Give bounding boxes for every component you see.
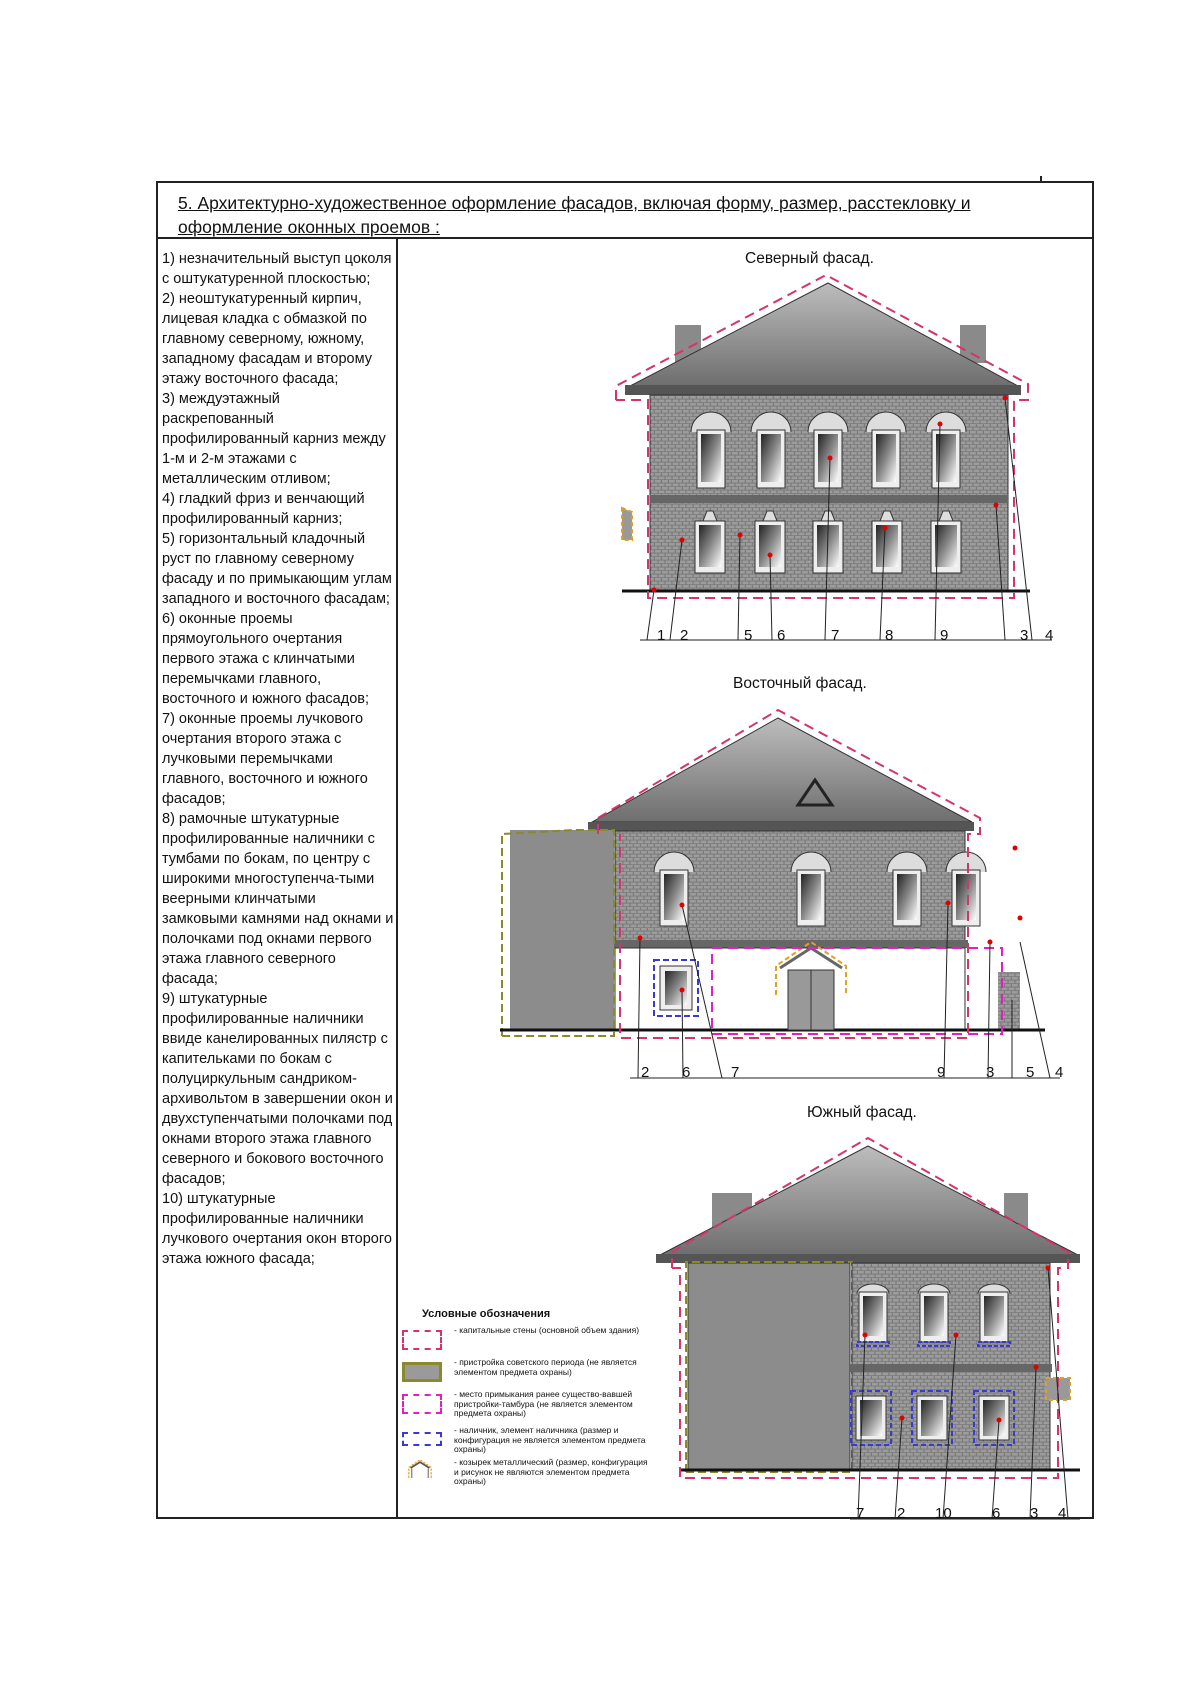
description-item: 10) штукатурные профилированные наличники лучкового очертания окон второго этажа южного фасада; [162,1191,392,1267]
north-label: 2 [680,627,689,644]
east-roof [592,718,972,822]
east-label: 6 [682,1064,691,1081]
description-item: 7) оконные проемы лучкового очертания второго этажа с лучковыми перемычками главного, восточного и южного фасадов; [162,711,368,807]
north-facade-title: Северный фасад. [745,250,874,267]
east-annex [510,830,614,1030]
former-vestibule-icon [402,1394,442,1414]
legend-item [402,1426,652,1458]
east-label: 4 [1055,1064,1064,1081]
description-item: 3) междуэтажный раскрепованный профилированный карниз между 1-м и 2-м этажами с металлическим отливом; [162,391,386,487]
legend-item-text: - наличник, элемент наличника (размер и конфигурация не является элементом предмета охраны) [454,1425,646,1454]
south-lower-windows [851,1391,1014,1445]
south-facade [656,1138,1080,1519]
north-label: 6 [777,627,786,644]
south-label: 3 [1030,1505,1039,1522]
east-label: 2 [641,1064,650,1081]
south-annex [688,1263,850,1471]
south-label: 2 [897,1505,906,1522]
description-item: 6) оконные проемы прямоугольного очертания первого этажа с клинчатыми перемычками главного, восточного и южного фасадов; [162,611,370,707]
north-label: 4 [1045,627,1054,644]
east-label: 9 [937,1064,946,1081]
south-label: 10 [935,1505,952,1522]
north-cornice [625,385,1021,395]
description-item: 2) неоштукатуренный кирпич, лицевая кладка с обмазкой по главному северному, южному, западному фасадам и второму этажу восточного фасада; [162,291,372,387]
soviet-annex-icon [402,1362,442,1382]
north-label: 7 [831,627,840,644]
north-label: 3 [1020,627,1029,644]
window-surround-icon [402,1432,442,1446]
east-label: 3 [986,1064,995,1081]
section-title: 5. Архитектурно-художественное оформление фасадов, включая форму, размер, расстекловку и оформление оконных проемов : [178,193,971,237]
legend-item [402,1390,652,1426]
south-label: 6 [992,1505,1001,1522]
east-facade [500,710,1060,1078]
north-label: 1 [657,627,666,644]
legend-item-text: - пристройка советского периода (не является элементом предмета охраны) [454,1357,637,1377]
north-label: 8 [885,627,894,644]
legend [402,1308,652,1498]
south-label: 7 [856,1505,865,1522]
north-label: 9 [940,627,949,644]
legend-item [402,1458,652,1498]
east-label: 5 [1026,1064,1035,1081]
legend-item-text: - место примыкания ранее существо-вавшей пристройки-тамбура (не является элементом предмета охраны) [454,1389,633,1418]
metal-canopy-icon [400,1458,440,1478]
south-upper-windows [857,1284,1010,1346]
east-facade-title: Восточный фасад. [733,675,867,692]
legend-item [402,1326,652,1358]
north-facade [616,275,1052,640]
south-facade-title: Южный фасад. [807,1104,917,1121]
east-label: 7 [731,1064,740,1081]
capital-walls-icon [402,1330,442,1350]
description-item: 8) рамочные штукатурные профилированные наличники с тумбами по бокам, по центру с широкими многоступенча-тыми веерными клинчатыми замковыми камнями над окнами и полочками под окнами первого этажа главного северного фасада; [162,811,394,987]
description-item: 4) гладкий фриз и венчающий профилированный карниз; [162,491,365,527]
south-label: 4 [1058,1505,1067,1522]
north-label: 5 [744,627,753,644]
description-item: 9) штукатурные профилированные наличники ввиде канелированных пилястр с капительками по бокам с полуциркульным сандриком-архивольтом в завершении окон и двухступенчатыми полочками под окнами второго этажа главного северного и бокового восточного фасадов; [162,991,393,1187]
east-lower-window [654,960,698,1016]
description-item: 5) горизонтальный кладочный руст по главному северному фасаду и по примыкающим углам западного и восточного фасадам; [162,531,392,607]
legend-item-text: - капитальные стены (основной объем здания) [454,1325,640,1335]
legend-item-text: - козырек металлический (размер, конфигурация и рисунок не являются элементом предмета охраны) [454,1457,648,1486]
legend-title: Условные обозначения [422,1308,551,1320]
legend-item [402,1358,652,1390]
description-item: 1) незначительный выступ цоколя с оштукатуренной плоскостью; [162,251,392,287]
